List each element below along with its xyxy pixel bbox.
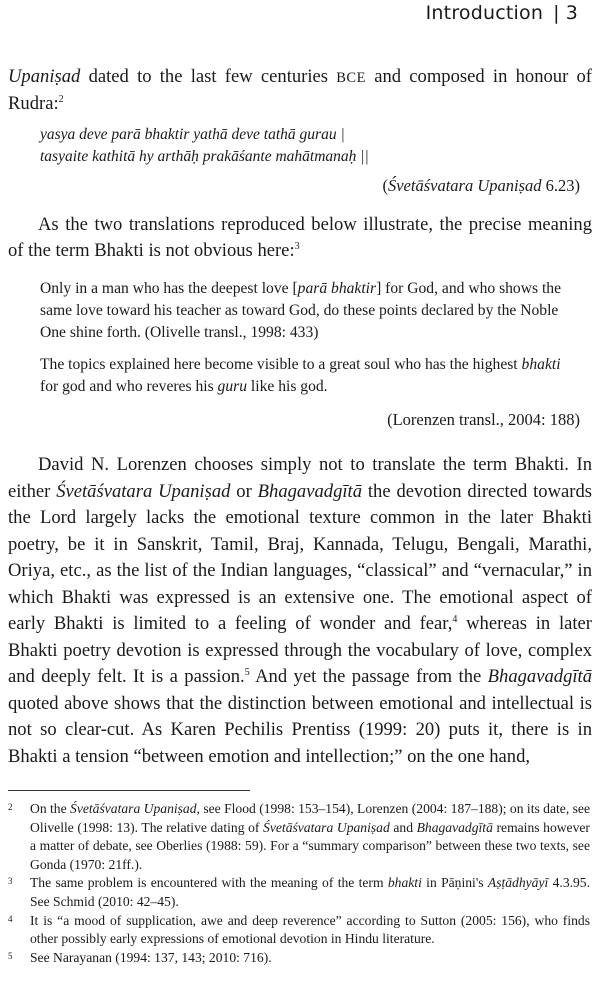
verse-line-2: tasyaite kathitā hy arthāḥ prakāśante mahātmanaḥ || — [40, 148, 369, 165]
footnote-text: It is “a mood of supplication, awe and deep reverence” according to Sutton (2005: 156), who finds other possibly early expressions of emotional devotion in Hindu literature. — [30, 912, 590, 947]
footnote-divider — [8, 790, 250, 791]
footnote-marker-5[interactable]: 5 — [244, 666, 250, 678]
footnote-marker-2[interactable]: 2 — [58, 94, 64, 106]
running-header — [426, 2, 578, 24]
paragraph-text: and composed in honour of Rudra: — [8, 66, 593, 115]
verse-line-1: yasya deve parā bhaktir yathā deve tathā gurau | — [40, 126, 345, 143]
paragraph-text: As the two translations reproduced below illustrate, the precise meaning of the term Bhakti is not obvious here: — [8, 214, 592, 262]
section-title: Introduction — [425, 2, 544, 24]
paragraph-3 — [8, 452, 592, 770]
footnote-marker-3[interactable]: 3 — [294, 241, 300, 253]
italic-term: parā bhaktir — [297, 280, 377, 297]
italic-term: bhakti — [387, 875, 422, 891]
quote-text: The topics explained here become visible to a great soul who has the highest — [40, 356, 522, 373]
sanskrit-verse — [40, 124, 369, 168]
citation-title: Śvetāśvatara Upaniṣad — [387, 176, 542, 195]
footnote-number: 2 — [8, 802, 13, 812]
footnote-3 — [8, 874, 590, 911]
paragraph-2 — [8, 212, 592, 265]
italic-title: Śvetāśvatara Upaniṣad — [263, 819, 390, 835]
footnote-text: and — [389, 819, 417, 835]
footnote-2 — [8, 800, 590, 874]
block-quote-1 — [40, 278, 572, 344]
footnote-marker-4[interactable]: 4 — [452, 613, 458, 625]
citation-locator: 6.23) — [541, 176, 580, 195]
footnote-text: On the — [30, 801, 71, 816]
italic-title: Śvetāśvatara Upaniṣad — [70, 801, 197, 816]
footnote-text: The same problem is encountered with the meaning of the term — [30, 875, 388, 891]
footnote-number: 3 — [8, 876, 13, 887]
footnote-text: See Narayanan (1994: 137, 143; 2010: 716). — [30, 949, 272, 965]
quote-text: Only in a man who has the deepest love [ — [40, 280, 298, 297]
footnote-text: remains however a matter of debate, see Oberlies (1988: 59). For a “summary comparison” between these two texts, see Gonda (1970: 21ff.). — [30, 819, 590, 872]
paragraph-text: the devotion directed towards the Lord largely lacks the emotional texture common in the later Bhakti poetry, be it in Sanskrit, Tamil, Braj, Kannada, Telugu, Bengali, Marathi, Oriya, etc., as the list of the Indian languages, “classical” and “vernacular,” in which Bhakti was expressed is an extensive one. The emotional aspect of early Bhakti is limited to a feeling of wonder and fear, — [8, 480, 592, 634]
paragraph-text: quoted above shows that the distinction between emotional and intellectual is not so clear-cut. As Karen Pechilis Prentiss (1999: 20) puts it, there is in Bhakti a tension “between emotion and intellection;” on the one hand, — [8, 692, 592, 767]
quote-text: like his god. — [247, 378, 328, 395]
paragraph-text: David N. Lorenzen chooses simply not to translate the term Bhakti. In either — [8, 454, 592, 502]
small-caps-bce: BCE — [336, 70, 366, 86]
quote-text: for god and who reveres his — [40, 378, 218, 395]
italic-term: Upaniṣad — [8, 66, 81, 87]
italic-term: bhakti — [521, 356, 561, 373]
paragraph-1 — [8, 64, 592, 118]
footnote-4 — [8, 912, 590, 949]
header-separator: | — [553, 2, 560, 24]
quote-text: ] for God, and who shows the same love toward his teacher as toward God, do these points declared by the Noble One shine forth. (Olivelle transl., 1998: 433) — [40, 280, 562, 341]
footnote-number: 4 — [8, 913, 13, 924]
footnote-text: , see Flood (1998: 153–154), Lorenzen (2004: 187–188); on its date, see Olivelle (1998: 13). The relative dating of — [30, 801, 590, 835]
page-number: 3 — [565, 2, 578, 24]
footnote-text: 4.3.95. See Schmid (2010: 42–45). — [30, 875, 591, 909]
footnote-5 — [8, 949, 590, 968]
italic-title: Bhagavadgītā — [416, 819, 493, 835]
italic-title: Bhagavadgītā — [257, 480, 362, 502]
footnote-number: 5 — [8, 950, 13, 961]
footnote-text: in Pāṇini's — [421, 875, 488, 891]
block-quote-2 — [40, 354, 572, 398]
paragraph-text: dated to the last few centuries — [80, 66, 337, 87]
italic-title: Bhagavadgītā — [487, 666, 592, 687]
italic-title: Śvetāśvatara Upaniṣad — [56, 480, 231, 502]
paragraph-text: And yet the passage from the — [249, 666, 488, 687]
italic-title: Aṣṭādhyāyī — [487, 875, 549, 891]
paragraph-text: or — [230, 480, 258, 502]
paragraph-text: whereas in later Bhakti poetry devotion is expressed through the vocabulary of love, complex and deeply felt. It is a passion. — [8, 613, 592, 687]
footnotes — [8, 800, 590, 967]
verse-citation — [382, 176, 580, 196]
quote-citation: (Lorenzen transl., 2004: 188) — [387, 410, 580, 429]
italic-term: guru — [217, 378, 248, 395]
citation-paren: ( — [382, 176, 388, 195]
